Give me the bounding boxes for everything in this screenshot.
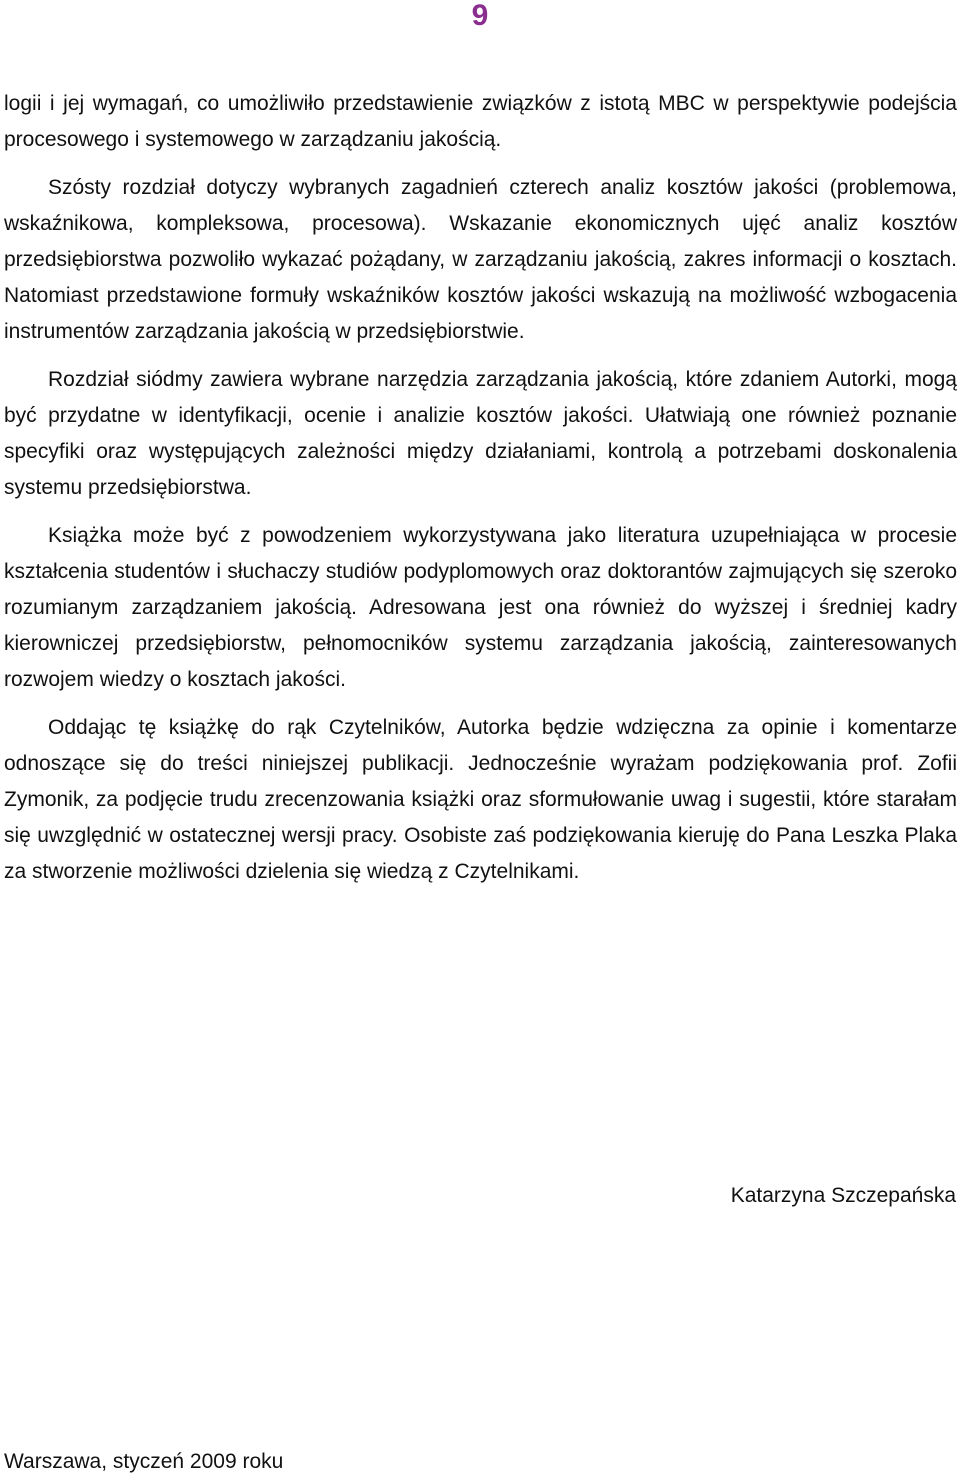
- paragraph-continuation: logii i jej wymagań, co umożliwiło przedstawienie związków z istotą MBC w perspektywie podejścia procesowego i systemowego w zarządzaniu jakością.: [4, 92, 957, 151]
- place-and-date: Warszawa, styczeń 2009 roku: [4, 1450, 284, 1473]
- body-text: [4, 86, 957, 902]
- author-signature: Katarzyna Szczepańska: [730, 1184, 956, 1207]
- paragraph-audience: Książka może być z powodzeniem wykorzystywana jako literatura uzupełniająca w procesie kształcenia studentów i słuchaczy studiów podyplomowych oraz doktorantów zajmujących się szeroko rozumianym zarządzaniem jakością. Adresowana jest ona również do wyższej i średniej kadry kierowniczej przedsiębiorstw, pełnomocników systemu zarządzania jakością, zainteresowanych rozwojem wiedzy o kosztach jakości.: [4, 524, 957, 691]
- paragraph-chapter-seven: Rozdział siódmy zawiera wybrane narzędzia zarządzania jakością, które zdaniem Autorki, mogą być przydatne w identyfikacji, ocenie i analizie kosztów jakości. Ułatwiają one również poznanie specyfiki oraz występujących zależności między działaniami, kontrolą a potrzebami doskonalenia systemu przedsiębiorstwa.: [4, 368, 957, 499]
- page-number: 9: [471, 0, 489, 32]
- paragraph-acknowledgements: Oddając tę książkę do rąk Czytelników, Autorka będzie wdzięczna za opinie i komentarze odnoszące się do treści niniejszej publikacji. Jednocześnie wyrażam podziękowania prof. Zofii Zymonik, za podjęcie trudu zrecenzowania książki oraz sformułowanie uwag i sugestii, które starałam się uwzględnić w ostatecznej wersji pracy. Osobiste zaś podziękowania kieruję do Pana Leszka Plaka za stworzenie możliwości dzielenia się wiedzą z Czytelnikami.: [4, 716, 957, 883]
- paragraph-chapter-six: Szósty rozdział dotyczy wybranych zagadnień czterech analiz kosztów jakości (problemowa, wskaźnikowa, kompleksowa, procesowa). Wskazanie ekonomicznych ujęć analiz kosztów przedsiębiorstwa pozwoliło wykazać pożądany, w zarządzaniu jakością, zakres informacji o kosztach. Natomiast przedstawione formuły wskaźników kosztów jakości wskazują na możliwość wzbogacenia instrumentów zarządzania jakością w przedsiębiorstwie.: [4, 176, 957, 343]
